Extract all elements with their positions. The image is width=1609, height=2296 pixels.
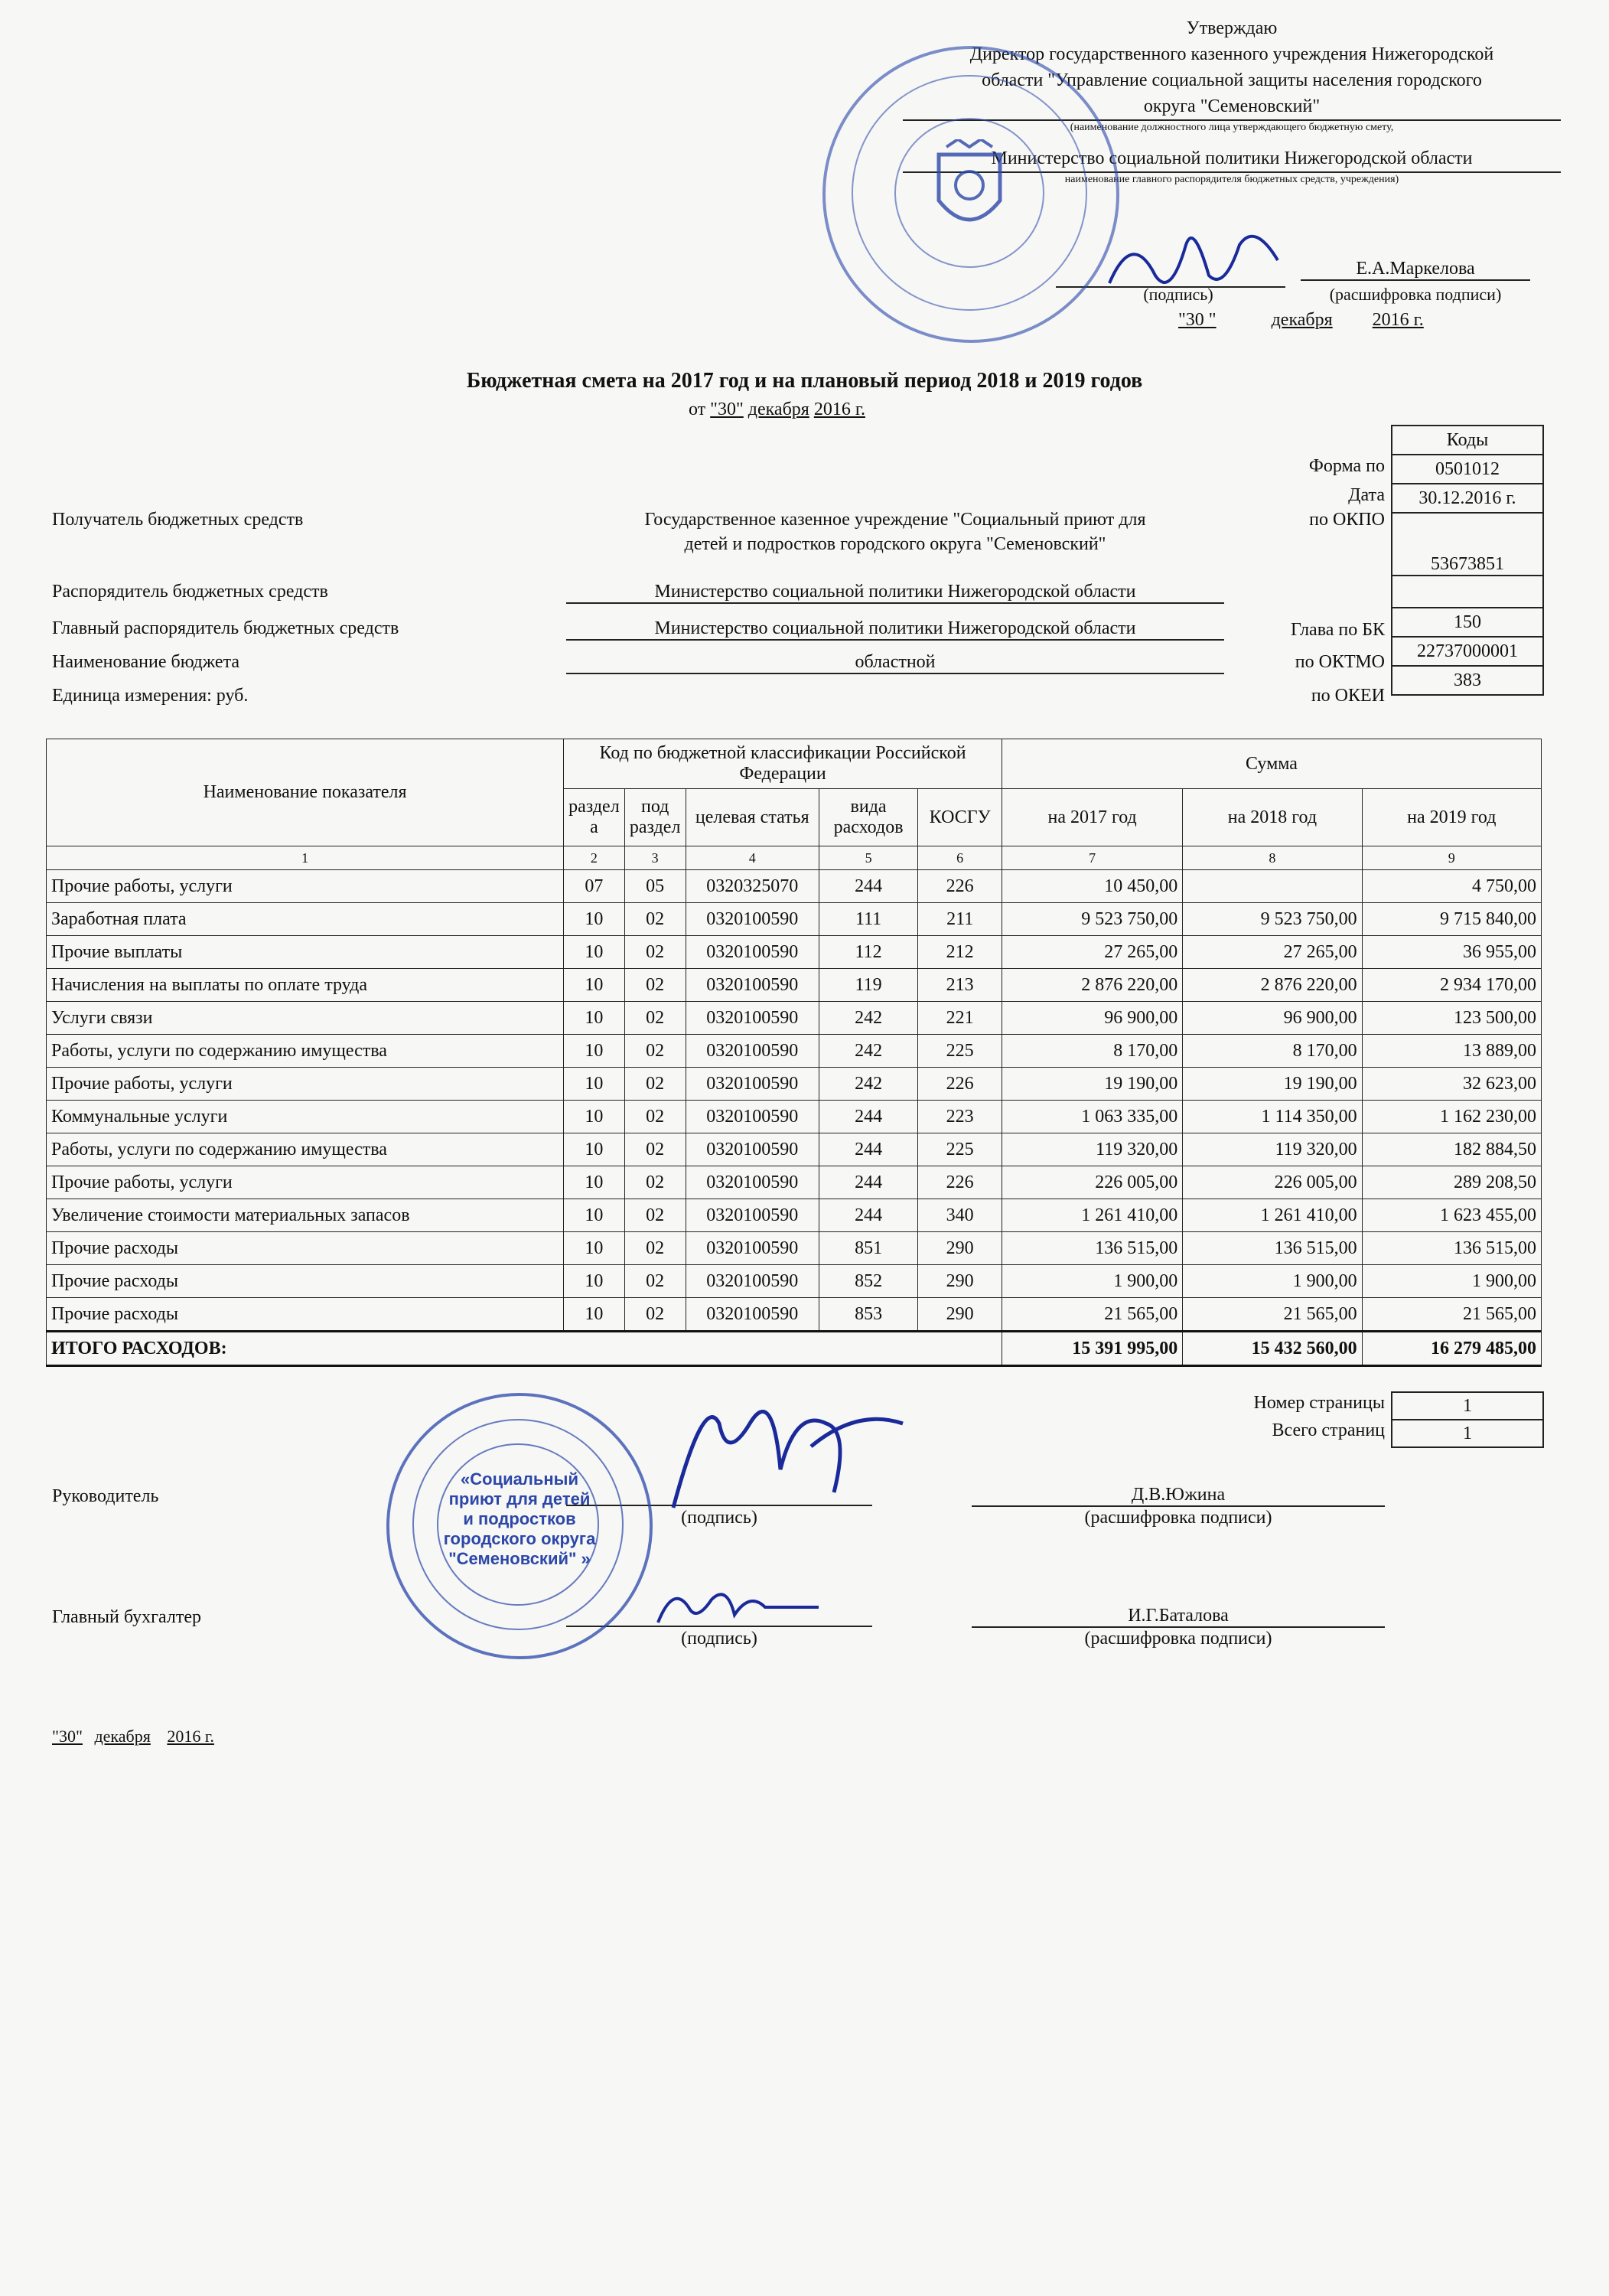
approver-ministry-caption: наименование главного распорядителя бюджетных средств, учреждения) bbox=[1064, 174, 1399, 185]
pages-table bbox=[1391, 1391, 1544, 1448]
row-target: 0320100590 bbox=[686, 936, 819, 969]
row-target: 0320100590 bbox=[686, 969, 819, 1002]
row-razdel: 07 bbox=[564, 870, 625, 903]
row-name: Начисления на выплаты по оплате труда bbox=[47, 969, 564, 1002]
chief-manager-value: Министерство социальной политики Нижегородской области bbox=[566, 618, 1224, 641]
row-sum-2019: 182 884,50 bbox=[1362, 1133, 1541, 1166]
footer-date-year: 2016 г. bbox=[167, 1727, 214, 1746]
row-razdel: 10 bbox=[564, 1199, 625, 1232]
accountant-sign-caption: (подпись) bbox=[681, 1629, 757, 1649]
row-razdel: 10 bbox=[564, 1133, 625, 1166]
approver-sign-caption: (подпись) bbox=[1143, 285, 1213, 304]
row-podrazdel: 02 bbox=[624, 1101, 686, 1133]
okpo-code: 53673851 bbox=[1392, 513, 1543, 576]
row-sum-2018: 2 876 220,00 bbox=[1183, 969, 1362, 1002]
glava-code: 150 bbox=[1392, 608, 1543, 637]
row-name: Коммунальные услуги bbox=[47, 1101, 564, 1133]
column-index-cell: 1 bbox=[47, 846, 564, 870]
header-vid: вида расходов bbox=[819, 789, 917, 846]
total-2018: 15 432 560,00 bbox=[1183, 1332, 1362, 1366]
row-podrazdel: 02 bbox=[624, 1133, 686, 1166]
row-sum-2018: 19 190,00 bbox=[1183, 1068, 1362, 1101]
row-sum-2019: 1 162 230,00 bbox=[1362, 1101, 1541, 1133]
row-name: Прочие работы, услуги bbox=[47, 1166, 564, 1199]
header-2019: на 2019 год bbox=[1362, 789, 1541, 846]
page-total-value: 1 bbox=[1392, 1420, 1543, 1447]
total-2019: 16 279 485,00 bbox=[1362, 1332, 1541, 1366]
row-sum-2018: 119 320,00 bbox=[1183, 1133, 1362, 1166]
row-sum-2017: 21 565,00 bbox=[1002, 1298, 1182, 1332]
recipient-line1: Государственное казенное учреждение "Социальный приют для bbox=[644, 510, 1146, 530]
row-target: 0320100590 bbox=[686, 1133, 819, 1166]
row-vid: 853 bbox=[819, 1298, 917, 1332]
approver-ministry: Министерство социальной политики Нижегородской области bbox=[903, 145, 1561, 173]
budget-value: областной bbox=[566, 652, 1224, 674]
head-label: Руководитель bbox=[52, 1486, 159, 1506]
row-name: Заработная плата bbox=[47, 903, 564, 936]
row-name: Прочие расходы bbox=[47, 1298, 564, 1332]
row-razdel: 10 bbox=[564, 1265, 625, 1298]
footer-date bbox=[52, 1727, 214, 1746]
accountant-name: И.Г.Баталова bbox=[972, 1606, 1385, 1628]
row-sum-2017: 96 900,00 bbox=[1002, 1002, 1182, 1035]
table-row bbox=[47, 1133, 1542, 1166]
row-sum-2017: 19 190,00 bbox=[1002, 1068, 1182, 1101]
row-kosgu: 340 bbox=[918, 1199, 1002, 1232]
head-signature-icon bbox=[658, 1378, 918, 1523]
row-podrazdel: 02 bbox=[624, 1265, 686, 1298]
row-kosgu: 226 bbox=[918, 870, 1002, 903]
recipient-line2: детей и подростков городского округа "Семеновский" bbox=[684, 534, 1106, 554]
form-label: Форма по bbox=[1308, 456, 1385, 476]
row-razdel: 10 bbox=[564, 1035, 625, 1068]
row-podrazdel: 02 bbox=[624, 1035, 686, 1068]
table-row bbox=[47, 1298, 1542, 1332]
table-row bbox=[47, 969, 1542, 1002]
row-podrazdel: 02 bbox=[624, 1166, 686, 1199]
manager-value: Министерство социальной политики Нижегородской области bbox=[566, 582, 1224, 604]
glava-label: Глава по БК bbox=[1291, 620, 1385, 640]
manager-label: Распорядитель бюджетных средств bbox=[52, 582, 328, 602]
row-vid: 244 bbox=[819, 1101, 917, 1133]
row-razdel: 10 bbox=[564, 903, 625, 936]
header-kosgu: КОСГУ bbox=[918, 789, 1002, 846]
column-index-cell: 9 bbox=[1362, 846, 1541, 870]
row-vid: 119 bbox=[819, 969, 917, 1002]
row-target: 0320100590 bbox=[686, 1166, 819, 1199]
okei-code: 383 bbox=[1392, 666, 1543, 695]
row-sum-2019: 1 623 455,00 bbox=[1362, 1199, 1541, 1232]
row-sum-2018: 226 005,00 bbox=[1183, 1166, 1362, 1199]
row-razdel: 10 bbox=[564, 1002, 625, 1035]
row-sum-2018: 8 170,00 bbox=[1183, 1035, 1362, 1068]
table-row bbox=[47, 1068, 1542, 1101]
table-row bbox=[47, 870, 1542, 903]
page-number-value: 1 bbox=[1392, 1392, 1543, 1420]
ministry-stamp-top bbox=[822, 46, 1119, 343]
column-index-cell: 2 bbox=[564, 846, 625, 870]
codes-table bbox=[1391, 425, 1544, 696]
row-sum-2019: 289 208,50 bbox=[1362, 1166, 1541, 1199]
header-2018: на 2018 год bbox=[1183, 789, 1362, 846]
subtitle-day: "30" bbox=[710, 400, 744, 419]
coat-of-arms-icon bbox=[923, 139, 1015, 246]
row-sum-2017: 27 265,00 bbox=[1002, 936, 1182, 969]
stamp-line4: городского округа bbox=[443, 1529, 596, 1548]
accountant-label: Главный бухгалтер bbox=[52, 1607, 201, 1627]
organization-stamp-bottom bbox=[386, 1393, 653, 1659]
row-name: Прочие выплаты bbox=[47, 936, 564, 969]
table-row bbox=[47, 1035, 1542, 1068]
row-name: Увеличение стоимости материальных запасов bbox=[47, 1199, 564, 1232]
row-razdel: 10 bbox=[564, 1232, 625, 1265]
accountant-decode-caption: (расшифровка подписи) bbox=[1084, 1629, 1272, 1649]
row-vid: 112 bbox=[819, 936, 917, 969]
row-target: 0320100590 bbox=[686, 1298, 819, 1332]
row-podrazdel: 02 bbox=[624, 936, 686, 969]
approver-position-caption: (наименование должностного лица утверждающего бюджетную смету, bbox=[1070, 122, 1394, 133]
row-name: Работы, услуги по содержанию имущества bbox=[47, 1133, 564, 1166]
approval-date-year: 2016 г. bbox=[1372, 310, 1424, 330]
row-sum-2018: 27 265,00 bbox=[1183, 936, 1362, 969]
approver-position-line3: округа "Семеновский" bbox=[903, 93, 1561, 121]
row-sum-2019: 21 565,00 bbox=[1362, 1298, 1541, 1332]
table-row bbox=[47, 1166, 1542, 1199]
approval-date-day: "30 " bbox=[1178, 310, 1217, 330]
row-podrazdel: 02 bbox=[624, 1068, 686, 1101]
table-row bbox=[47, 1101, 1542, 1133]
row-sum-2018: 21 565,00 bbox=[1183, 1298, 1362, 1332]
row-podrazdel: 02 bbox=[624, 969, 686, 1002]
stamp-line1: «Социальный bbox=[461, 1469, 578, 1489]
budget-label: Наименование бюджета bbox=[52, 652, 240, 672]
column-index-cell: 4 bbox=[686, 846, 819, 870]
approver-name: Е.А.Маркелова bbox=[1301, 259, 1530, 281]
header-razdel: раздел а bbox=[564, 789, 625, 846]
row-kosgu: 290 bbox=[918, 1298, 1002, 1332]
row-sum-2019: 32 623,00 bbox=[1362, 1068, 1541, 1101]
row-target: 0320325070 bbox=[686, 870, 819, 903]
row-podrazdel: 02 bbox=[624, 1298, 686, 1332]
row-sum-2017: 1 063 335,00 bbox=[1002, 1101, 1182, 1133]
budget-table bbox=[46, 739, 1542, 1367]
approve-word: Утверждаю bbox=[1186, 18, 1278, 38]
row-sum-2018: 96 900,00 bbox=[1183, 1002, 1362, 1035]
oktmo-code: 22737000001 bbox=[1392, 637, 1543, 666]
row-kosgu: 211 bbox=[918, 903, 1002, 936]
row-sum-2018 bbox=[1183, 870, 1362, 903]
unit-label: Единица измерения: руб. bbox=[52, 686, 249, 706]
subtitle-month: декабря bbox=[748, 400, 809, 419]
row-name: Прочие работы, услуги bbox=[47, 870, 564, 903]
row-target: 0320100590 bbox=[686, 1035, 819, 1068]
header-sum: Сумма bbox=[1002, 739, 1541, 789]
row-vid: 244 bbox=[819, 870, 917, 903]
row-kosgu: 290 bbox=[918, 1265, 1002, 1298]
row-sum-2019: 1 900,00 bbox=[1362, 1265, 1541, 1298]
header-code: Код по бюджетной классификации Российской Федерации bbox=[564, 739, 1002, 789]
header-target: целевая статья bbox=[686, 789, 819, 846]
approval-date bbox=[1178, 310, 1424, 331]
row-vid: 244 bbox=[819, 1166, 917, 1199]
column-index-cell: 6 bbox=[918, 846, 1002, 870]
row-name: Прочие работы, услуги bbox=[47, 1068, 564, 1101]
approver-position-line1: Директор государственного казенного учреждения Нижегородской bbox=[969, 44, 1494, 64]
row-name: Прочие расходы bbox=[47, 1232, 564, 1265]
approver-signature-icon bbox=[1102, 214, 1301, 306]
subtitle-prefix: от bbox=[689, 400, 706, 419]
row-sum-2019: 36 955,00 bbox=[1362, 936, 1541, 969]
recipient-label: Получатель бюджетных средств bbox=[52, 510, 304, 530]
total-label: ИТОГО РАСХОДОВ: bbox=[47, 1332, 1002, 1366]
row-sum-2017: 9 523 750,00 bbox=[1002, 903, 1182, 936]
stamp-line3: и подростков bbox=[463, 1509, 576, 1528]
row-target: 0320100590 bbox=[686, 1232, 819, 1265]
row-podrazdel: 02 bbox=[624, 1002, 686, 1035]
table-row bbox=[47, 1232, 1542, 1265]
approval-date-month: декабря bbox=[1271, 310, 1333, 330]
row-kosgu: 223 bbox=[918, 1101, 1002, 1133]
row-razdel: 10 bbox=[564, 969, 625, 1002]
footer-date-month: декабря bbox=[94, 1727, 151, 1746]
row-sum-2019: 123 500,00 bbox=[1362, 1002, 1541, 1035]
row-vid: 244 bbox=[819, 1199, 917, 1232]
row-sum-2018: 1 114 350,00 bbox=[1183, 1101, 1362, 1133]
column-index-cell: 8 bbox=[1183, 846, 1362, 870]
footer-date-day: "30" bbox=[52, 1727, 83, 1746]
row-kosgu: 225 bbox=[918, 1035, 1002, 1068]
accountant-signature-icon bbox=[650, 1577, 826, 1638]
table-row bbox=[47, 936, 1542, 969]
header-name: Наименование показателя bbox=[47, 739, 564, 846]
row-kosgu: 213 bbox=[918, 969, 1002, 1002]
row-kosgu: 221 bbox=[918, 1002, 1002, 1035]
codes-header: Коды bbox=[1392, 426, 1543, 455]
head-sign-caption: (подпись) bbox=[681, 1508, 757, 1528]
row-sum-2017: 1 261 410,00 bbox=[1002, 1199, 1182, 1232]
okei-label: по ОКЕИ bbox=[1311, 686, 1385, 706]
row-razdel: 10 bbox=[564, 1101, 625, 1133]
row-vid: 111 bbox=[819, 903, 917, 936]
stamp-line2: приют для детей bbox=[448, 1489, 591, 1508]
row-name: Услуги связи bbox=[47, 1002, 564, 1035]
row-sum-2018: 136 515,00 bbox=[1183, 1232, 1362, 1265]
column-index-cell: 3 bbox=[624, 846, 686, 870]
row-sum-2017: 8 170,00 bbox=[1002, 1035, 1182, 1068]
row-podrazdel: 02 bbox=[624, 903, 686, 936]
column-index-cell: 5 bbox=[819, 846, 917, 870]
row-vid: 242 bbox=[819, 1035, 917, 1068]
okpo-label: по ОКПО bbox=[1309, 510, 1385, 530]
row-podrazdel: 02 bbox=[624, 1199, 686, 1232]
table-row bbox=[47, 1002, 1542, 1035]
row-target: 0320100590 bbox=[686, 903, 819, 936]
row-podrazdel: 05 bbox=[624, 870, 686, 903]
row-name: Прочие расходы bbox=[47, 1265, 564, 1298]
page-number-label: Номер страницы bbox=[1253, 1393, 1385, 1413]
oktmo-label: по ОКТМО bbox=[1295, 652, 1385, 672]
total-row bbox=[47, 1332, 1542, 1366]
row-target: 0320100590 bbox=[686, 1002, 819, 1035]
row-sum-2017: 226 005,00 bbox=[1002, 1166, 1182, 1199]
row-vid: 852 bbox=[819, 1265, 917, 1298]
header-2017: на 2017 год bbox=[1002, 789, 1182, 846]
row-vid: 242 bbox=[819, 1068, 917, 1101]
date-label: Дата bbox=[1348, 485, 1385, 505]
row-razdel: 10 bbox=[564, 936, 625, 969]
row-sum-2017: 2 876 220,00 bbox=[1002, 969, 1182, 1002]
page-total-label: Всего страниц bbox=[1272, 1420, 1385, 1440]
empty-code bbox=[1392, 576, 1543, 608]
row-vid: 244 bbox=[819, 1133, 917, 1166]
row-target: 0320100590 bbox=[686, 1199, 819, 1232]
total-2017: 15 391 995,00 bbox=[1002, 1332, 1182, 1366]
row-sum-2019: 9 715 840,00 bbox=[1362, 903, 1541, 936]
row-sum-2017: 119 320,00 bbox=[1002, 1133, 1182, 1166]
header-podrazdel: под раздел bbox=[624, 789, 686, 846]
column-index-row bbox=[47, 846, 1542, 870]
head-decode-caption: (расшифровка подписи) bbox=[1084, 1508, 1272, 1528]
row-razdel: 10 bbox=[564, 1166, 625, 1199]
row-kosgu: 226 bbox=[918, 1068, 1002, 1101]
row-target: 0320100590 bbox=[686, 1068, 819, 1101]
date-code: 30.12.2016 г. bbox=[1392, 484, 1543, 513]
stamp-line5: "Семеновский" » bbox=[448, 1549, 591, 1568]
row-podrazdel: 02 bbox=[624, 1232, 686, 1265]
row-sum-2019: 136 515,00 bbox=[1362, 1232, 1541, 1265]
row-sum-2017: 10 450,00 bbox=[1002, 870, 1182, 903]
row-sum-2017: 136 515,00 bbox=[1002, 1232, 1182, 1265]
row-sum-2018: 9 523 750,00 bbox=[1183, 903, 1362, 936]
row-kosgu: 226 bbox=[918, 1166, 1002, 1199]
chief-manager-label: Главный распорядитель бюджетных средств bbox=[52, 618, 399, 638]
row-kosgu: 290 bbox=[918, 1232, 1002, 1265]
row-sum-2019: 13 889,00 bbox=[1362, 1035, 1541, 1068]
row-sum-2019: 2 934 170,00 bbox=[1362, 969, 1541, 1002]
row-kosgu: 212 bbox=[918, 936, 1002, 969]
row-target: 0320100590 bbox=[686, 1265, 819, 1298]
row-target: 0320100590 bbox=[686, 1101, 819, 1133]
row-vid: 851 bbox=[819, 1232, 917, 1265]
table-row bbox=[47, 1199, 1542, 1232]
table-row bbox=[47, 903, 1542, 936]
row-name: Работы, услуги по содержанию имущества bbox=[47, 1035, 564, 1068]
row-razdel: 10 bbox=[564, 1068, 625, 1101]
row-vid: 242 bbox=[819, 1002, 917, 1035]
column-index-cell: 7 bbox=[1002, 846, 1182, 870]
table-row bbox=[47, 1265, 1542, 1298]
subtitle-year: 2016 г. bbox=[813, 400, 865, 419]
row-sum-2019: 4 750,00 bbox=[1362, 870, 1541, 903]
approver-name-caption: (расшифровка подписи) bbox=[1329, 285, 1502, 304]
approver-position-line2: области "Управление социальной защиты населения городского bbox=[982, 70, 1482, 90]
row-sum-2018: 1 261 410,00 bbox=[1183, 1199, 1362, 1232]
head-name: Д.В.Южина bbox=[972, 1485, 1385, 1507]
row-sum-2018: 1 900,00 bbox=[1183, 1265, 1362, 1298]
document-subtitle bbox=[689, 400, 865, 420]
form-code: 0501012 bbox=[1392, 455, 1543, 484]
row-sum-2017: 1 900,00 bbox=[1002, 1265, 1182, 1298]
row-kosgu: 225 bbox=[918, 1133, 1002, 1166]
row-razdel: 10 bbox=[564, 1298, 625, 1332]
document-title: Бюджетная смета на 2017 год и на плановый период 2018 и 2019 годов bbox=[466, 369, 1143, 393]
